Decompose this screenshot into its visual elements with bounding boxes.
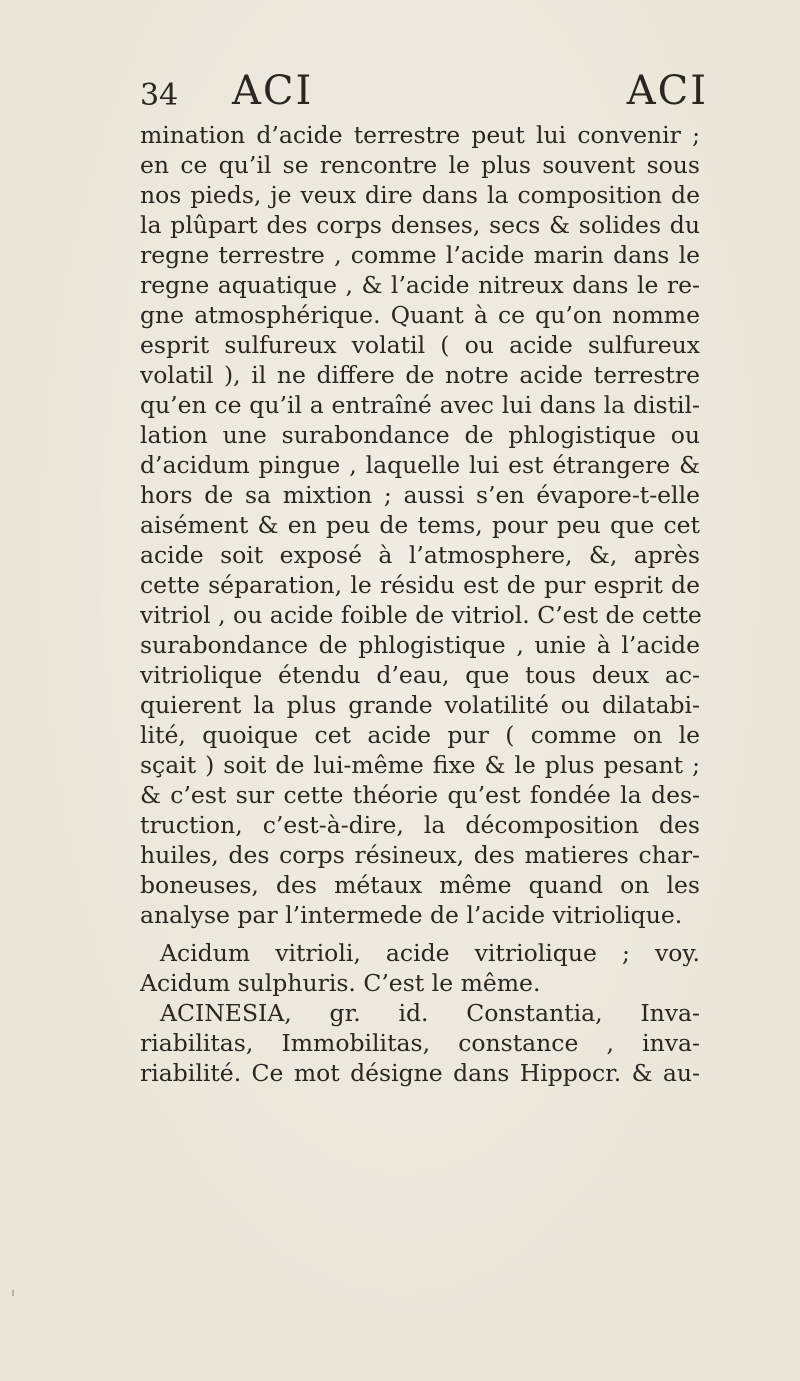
text-line: hors de sa mixtion ; aussi s’en évapore-t-elle xyxy=(140,481,700,509)
text-line: lation une surabondance de phlogistique ou xyxy=(140,421,700,449)
entry-line: ACINESIA, gr. id. Constantia, Inva- xyxy=(160,999,700,1027)
text-line: sçait ) soit de lui-même fixe & le plus pesant ; xyxy=(140,751,700,779)
text-line: truction, c’est-à-dire, la décomposition des xyxy=(140,811,700,839)
text-line: aisément & en peu de tems, pour peu que cet xyxy=(140,511,700,539)
text-line: acide soit exposé à l’atmosphere, &, après xyxy=(140,541,700,569)
text-line: & c’est sur cette théorie qu’est fondée la des- xyxy=(140,781,700,809)
text-line: surabondance de phlogistique , unie à l’acide xyxy=(140,631,700,659)
text-line: analyse par l’intermede de l’acide vitriolique. xyxy=(140,901,683,929)
text-line: regne aquatique , & l’acide nitreux dans le re- xyxy=(140,271,700,299)
entry-line: riabilité. Ce mot désigne dans Hippocr. & au- xyxy=(140,1059,700,1087)
text-line: huiles, des corps résineux, des matieres char- xyxy=(140,841,700,869)
text-line: nos pieds, je veux dire dans la composition de xyxy=(140,181,700,209)
text-line: boneuses, des métaux même quand on les xyxy=(140,871,700,899)
text-line: gne atmosphérique. Quant à ce qu’on nomme xyxy=(140,301,700,329)
text-line: vitriol , ou acide foible de vitriol. C’est de cette xyxy=(140,601,702,629)
running-head-left: ACI xyxy=(232,68,314,114)
running-head-right: ACI xyxy=(626,68,708,114)
entry-line: riabilitas, Immobilitas, constance , inva- xyxy=(140,1029,700,1057)
text-line: mination d’acide terrestre peut lui convenir ; xyxy=(140,121,700,149)
margin-speck xyxy=(12,1290,14,1296)
text-line: quierent la plus grande volatilité ou dilatabi- xyxy=(140,691,700,719)
entry-line: Acidum vitrioli, acide vitriolique ; voy. xyxy=(160,939,700,967)
text-line: esprit sulfureux volatil ( ou acide sulfureux xyxy=(140,331,700,359)
text-line: la plûpart des corps denses, secs & solides du xyxy=(140,211,700,239)
body-text xyxy=(140,120,700,1088)
page-number: 34 xyxy=(140,78,179,113)
text-line: qu’en ce qu’il a entraîné avec lui dans la distil- xyxy=(140,391,700,419)
text-line: regne terrestre , comme l’acide marin dans le xyxy=(140,241,700,269)
text-line: en ce qu’il se rencontre le plus souvent sous xyxy=(140,151,700,179)
paragraph-gap xyxy=(140,930,700,938)
text-line: d’acidum pingue , laquelle lui est étrangere & xyxy=(140,451,700,479)
page-header xyxy=(140,68,708,114)
text-line: vitriolique étendu d’eau, que tous deux ac- xyxy=(140,661,700,689)
text-line: lité, quoique cet acide pur ( comme on le xyxy=(140,721,700,749)
entry-line: Acidum sulphuris. C’est le même. xyxy=(140,969,541,997)
text-line: cette séparation, le résidu est de pur esprit de xyxy=(140,571,700,599)
text-line: volatil ), il ne differe de notre acide terrestre xyxy=(140,361,700,389)
